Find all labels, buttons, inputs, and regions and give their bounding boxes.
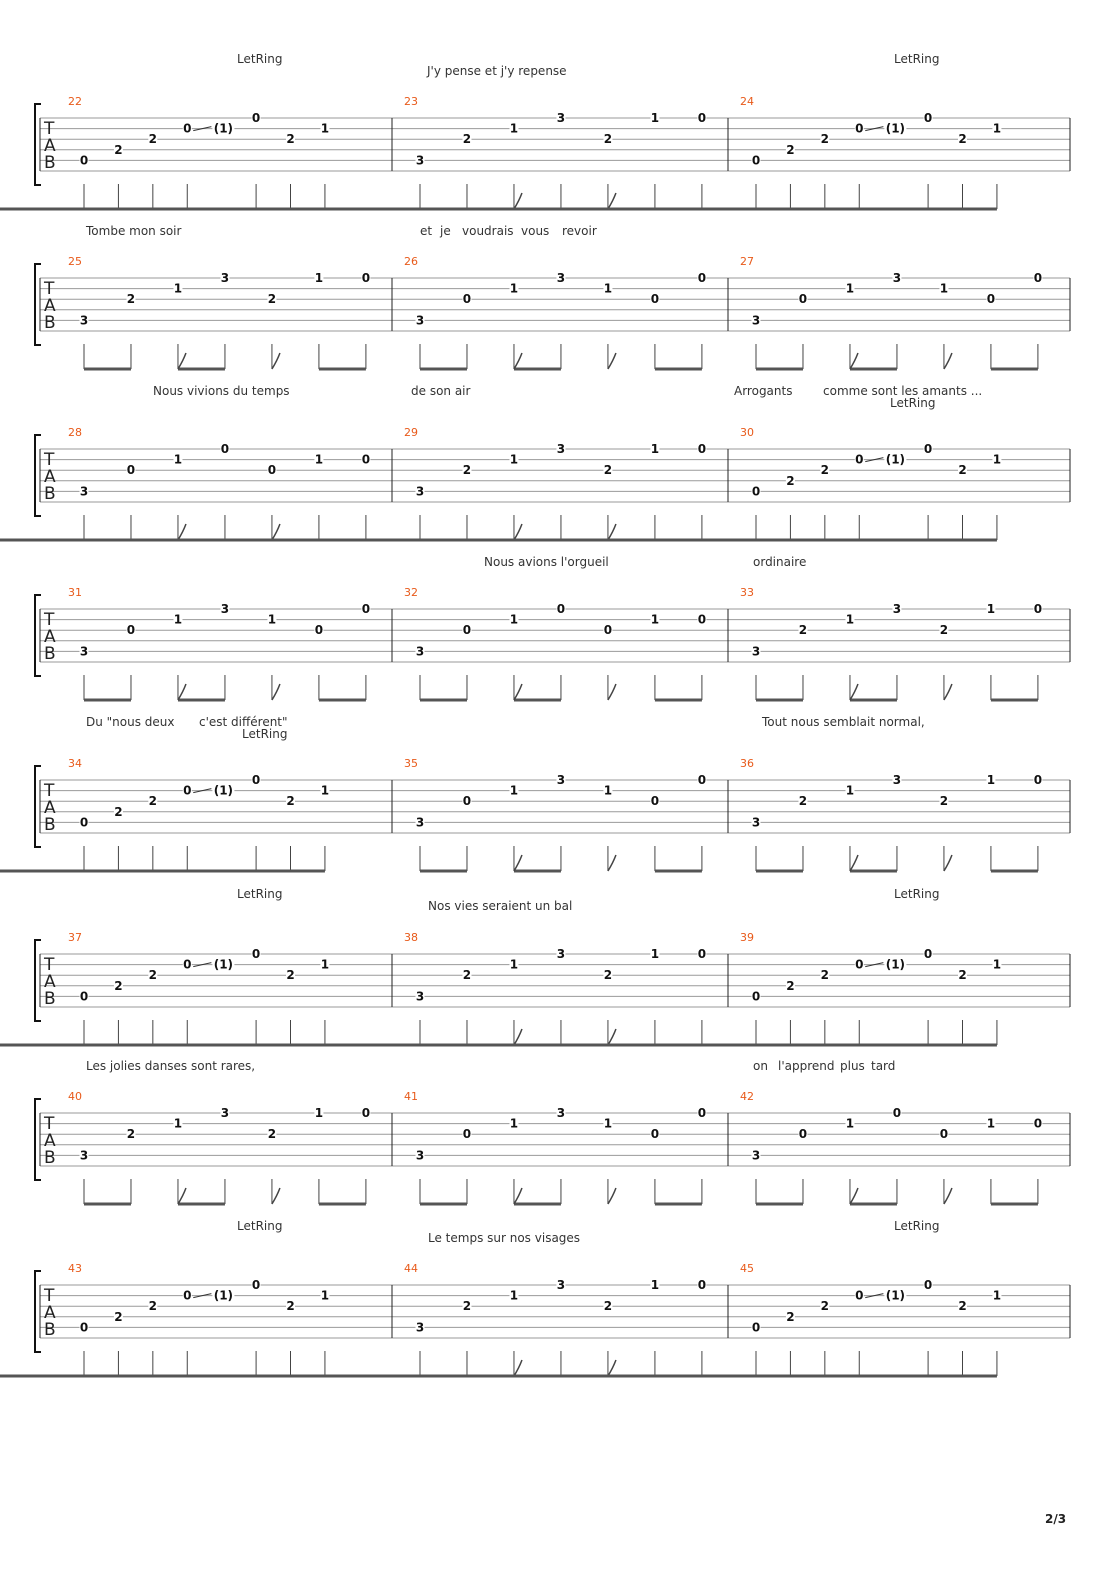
fret-number: 3 bbox=[556, 271, 566, 285]
lyric-text: Arrogants bbox=[734, 384, 793, 398]
fret-number: 3 bbox=[79, 1148, 89, 1163]
measure-number: 42 bbox=[740, 1090, 754, 1103]
lyric-text: ordinaire bbox=[753, 555, 807, 569]
measure-number: 39 bbox=[740, 931, 754, 944]
fret-number: 0 bbox=[855, 957, 864, 972]
fret-number: 2 bbox=[114, 978, 123, 993]
fret-number: 3 bbox=[220, 271, 230, 285]
fret-number: 1 bbox=[992, 957, 1002, 972]
fret-number: 3 bbox=[415, 989, 425, 1004]
fret-number: 1 bbox=[509, 452, 519, 467]
fret-number: 0 bbox=[251, 1278, 261, 1292]
measure-number: 31 bbox=[68, 586, 82, 599]
fret-number: 0 bbox=[1033, 1116, 1043, 1131]
fret-number: 2 bbox=[286, 132, 295, 147]
tab-clef-letter: A bbox=[44, 136, 56, 156]
fret-number: 1 bbox=[173, 452, 183, 467]
fret-number: 0 bbox=[79, 153, 89, 168]
fret-number: 3 bbox=[415, 313, 425, 328]
lyric-text: Du "nous deux bbox=[86, 715, 175, 729]
fret-number: 2 bbox=[820, 463, 830, 478]
lyric-text: de son air bbox=[411, 384, 471, 398]
ghost-fret-number: (1) bbox=[885, 121, 906, 136]
fret-number: 0 bbox=[650, 1127, 660, 1142]
fret-number: 2 bbox=[798, 794, 808, 809]
measure-number: 30 bbox=[740, 426, 754, 439]
fret-number: 0 bbox=[183, 957, 192, 972]
fret-number: 1 bbox=[509, 957, 519, 972]
fret-number: 0 bbox=[183, 121, 192, 136]
tab-clef-letter: T bbox=[44, 955, 55, 975]
fret-number: 0 bbox=[361, 1106, 371, 1120]
measure-number: 35 bbox=[404, 757, 418, 770]
fret-number: 3 bbox=[79, 313, 89, 328]
fret-number: 1 bbox=[845, 1116, 855, 1131]
fret-number: 2 bbox=[603, 463, 613, 478]
fret-number: 1 bbox=[939, 281, 949, 296]
fret-number: 2 bbox=[958, 1299, 967, 1314]
fret-number: 3 bbox=[751, 1148, 761, 1163]
fret-number: 3 bbox=[415, 644, 425, 659]
fret-number: 0 bbox=[126, 463, 136, 478]
lyric-text: Nos vies seraient un bal bbox=[428, 899, 573, 913]
tab-clef-letter: T bbox=[44, 1114, 55, 1134]
measure-number: 36 bbox=[740, 757, 754, 770]
fret-number: 0 bbox=[798, 292, 808, 307]
fret-number: 2 bbox=[939, 623, 949, 638]
let-ring-label: LetRing bbox=[894, 1219, 940, 1233]
tab-clef-letter: A bbox=[44, 1131, 56, 1151]
tab-clef-letter: B bbox=[44, 484, 56, 504]
fret-number: 2 bbox=[820, 132, 830, 147]
measure-number: 41 bbox=[404, 1090, 418, 1103]
fret-number: 0 bbox=[79, 1320, 89, 1335]
fret-number: 3 bbox=[892, 271, 902, 285]
fret-number: 0 bbox=[697, 947, 707, 961]
tab-clef-letter: B bbox=[44, 313, 56, 333]
fret-number: 0 bbox=[923, 442, 933, 456]
tab-clef-letter: A bbox=[44, 296, 56, 316]
lyric-text: Les jolies danses sont rares, bbox=[86, 1059, 256, 1073]
fret-number: 2 bbox=[958, 968, 967, 983]
lyric-text: Tombe mon soir bbox=[86, 224, 182, 238]
fret-number: 0 bbox=[986, 292, 996, 307]
measure-number: 44 bbox=[404, 1262, 418, 1275]
fret-number: 0 bbox=[603, 623, 613, 638]
tab-clef-letter: T bbox=[44, 450, 55, 470]
tab-clef-letter: B bbox=[44, 989, 56, 1009]
fret-number: 0 bbox=[751, 1320, 761, 1335]
fret-number: 2 bbox=[114, 804, 123, 819]
fret-number: 2 bbox=[603, 1299, 613, 1314]
measure-number: 40 bbox=[68, 1090, 82, 1103]
fret-number: 1 bbox=[320, 121, 330, 136]
fret-number: 1 bbox=[267, 612, 277, 627]
fret-number: 2 bbox=[939, 794, 949, 809]
tab-clef-letter: T bbox=[44, 279, 55, 299]
let-ring-label: LetRing bbox=[890, 396, 936, 410]
let-ring-label: LetRing bbox=[237, 52, 283, 66]
ghost-fret-number: (1) bbox=[213, 121, 234, 136]
tab-clef-letter: A bbox=[44, 972, 56, 992]
let-ring-label: LetRing bbox=[242, 727, 288, 741]
fret-number: 0 bbox=[462, 1127, 472, 1142]
fret-number: 0 bbox=[126, 623, 136, 638]
fret-number: 0 bbox=[697, 612, 707, 627]
fret-number: 0 bbox=[314, 623, 324, 638]
lyric-text: Tout nous semblait normal, bbox=[762, 715, 925, 729]
measure-number: 45 bbox=[740, 1262, 754, 1275]
fret-number: 0 bbox=[650, 794, 660, 809]
ghost-fret-number: (1) bbox=[885, 452, 906, 467]
fret-number: 2 bbox=[603, 132, 613, 147]
lyric-text: Nous vivions du temps bbox=[153, 384, 290, 398]
fret-number: 0 bbox=[183, 783, 192, 798]
fret-number: 3 bbox=[556, 1278, 566, 1292]
fret-number: 0 bbox=[79, 815, 89, 830]
fret-number: 0 bbox=[220, 442, 230, 456]
tab-clef-letter: T bbox=[44, 119, 55, 139]
tab-clef-letter: B bbox=[44, 815, 56, 835]
fret-number: 1 bbox=[992, 121, 1002, 136]
ghost-fret-number: (1) bbox=[213, 957, 234, 972]
fret-number: 0 bbox=[697, 1106, 707, 1120]
measure-number: 33 bbox=[740, 586, 754, 599]
fret-number: 2 bbox=[958, 463, 967, 478]
measure-number: 28 bbox=[68, 426, 82, 439]
ghost-fret-number: (1) bbox=[885, 1288, 906, 1303]
fret-number: 2 bbox=[786, 142, 795, 157]
fret-number: 1 bbox=[509, 783, 519, 798]
fret-number: 0 bbox=[251, 947, 261, 961]
fret-number: 0 bbox=[251, 773, 261, 787]
fret-number: 0 bbox=[462, 794, 472, 809]
tab-clef-letter: B bbox=[44, 1148, 56, 1168]
fret-number: 1 bbox=[986, 773, 996, 787]
tab-clef-letter: B bbox=[44, 153, 56, 173]
fret-number: 3 bbox=[415, 484, 425, 499]
lyric-text: tard bbox=[871, 1059, 896, 1073]
fret-number: 2 bbox=[148, 1299, 158, 1314]
fret-number: 2 bbox=[462, 968, 472, 983]
ghost-fret-number: (1) bbox=[885, 957, 906, 972]
fret-number: 0 bbox=[361, 271, 371, 285]
fret-number: 2 bbox=[786, 473, 795, 488]
fret-number: 2 bbox=[286, 794, 295, 809]
lyric-text: vous bbox=[521, 224, 550, 238]
fret-number: 0 bbox=[751, 989, 761, 1004]
measure-number: 43 bbox=[68, 1262, 82, 1275]
tab-clef-letter: T bbox=[44, 1286, 55, 1306]
measure-number: 34 bbox=[68, 757, 82, 770]
tab-clef-letter: A bbox=[44, 627, 56, 647]
fret-number: 0 bbox=[183, 1288, 192, 1303]
let-ring-label: LetRing bbox=[894, 52, 940, 66]
tab-clef-letter: B bbox=[44, 644, 56, 664]
measure-number: 23 bbox=[404, 95, 418, 108]
fret-number: 3 bbox=[892, 602, 902, 616]
measure-number: 24 bbox=[740, 95, 754, 108]
fret-number: 0 bbox=[923, 111, 933, 125]
fret-number: 0 bbox=[462, 292, 472, 307]
tab-clef-letter: A bbox=[44, 1303, 56, 1323]
fret-number: 0 bbox=[79, 989, 89, 1004]
lyric-text: et bbox=[420, 224, 433, 238]
fret-number: 1 bbox=[650, 442, 660, 456]
fret-number: 1 bbox=[650, 1278, 660, 1292]
fret-number: 2 bbox=[786, 1309, 795, 1324]
fret-number: 3 bbox=[556, 773, 566, 787]
fret-number: 0 bbox=[751, 153, 761, 168]
lyric-text: l'apprend bbox=[778, 1059, 835, 1073]
tab-clef-letter: B bbox=[44, 1320, 56, 1340]
lyric-text: je bbox=[440, 224, 451, 238]
fret-number: 1 bbox=[314, 271, 324, 285]
fret-number: 2 bbox=[462, 132, 472, 147]
fret-number: 2 bbox=[286, 1299, 295, 1314]
fret-number: 3 bbox=[556, 947, 566, 961]
fret-number: 0 bbox=[798, 1127, 808, 1142]
fret-number: 0 bbox=[855, 452, 864, 467]
fret-number: 0 bbox=[697, 271, 707, 285]
fret-number: 0 bbox=[855, 121, 864, 136]
lyric-text: plus bbox=[840, 1059, 865, 1073]
ghost-fret-number: (1) bbox=[213, 1288, 234, 1303]
fret-number: 1 bbox=[845, 783, 855, 798]
fret-number: 1 bbox=[509, 612, 519, 627]
fret-number: 1 bbox=[314, 452, 324, 467]
fret-number: 1 bbox=[992, 1288, 1002, 1303]
fret-number: 3 bbox=[79, 484, 89, 499]
fret-number: 3 bbox=[415, 1148, 425, 1163]
fret-number: 2 bbox=[114, 1309, 123, 1324]
lyric-text: comme sont les amants ... bbox=[823, 384, 983, 398]
fret-number: 2 bbox=[462, 1299, 472, 1314]
fret-number: 1 bbox=[509, 121, 519, 136]
fret-number: 0 bbox=[267, 463, 277, 478]
lyric-text: Nous avions l'orgueil bbox=[484, 555, 609, 569]
fret-number: 1 bbox=[650, 947, 660, 961]
measure-number: 26 bbox=[404, 255, 418, 268]
fret-number: 0 bbox=[751, 484, 761, 499]
fret-number: 1 bbox=[173, 1116, 183, 1131]
fret-number: 2 bbox=[286, 968, 295, 983]
fret-number: 3 bbox=[556, 1106, 566, 1120]
fret-number: 2 bbox=[267, 292, 277, 307]
tab-clef-letter: T bbox=[44, 610, 55, 630]
lyric-text: c'est différent" bbox=[199, 715, 288, 729]
fret-number: 0 bbox=[251, 111, 261, 125]
fret-number: 2 bbox=[126, 1127, 136, 1142]
fret-number: 2 bbox=[114, 142, 123, 157]
fret-number: 0 bbox=[361, 452, 371, 467]
fret-number: 2 bbox=[148, 132, 158, 147]
fret-number: 2 bbox=[148, 968, 158, 983]
fret-number: 2 bbox=[267, 1127, 277, 1142]
fret-number: 3 bbox=[751, 313, 761, 328]
fret-number: 0 bbox=[697, 773, 707, 787]
lyric-text: revoir bbox=[562, 224, 597, 238]
fret-number: 3 bbox=[892, 773, 902, 787]
fret-number: 2 bbox=[786, 978, 795, 993]
tab-clef-letter: T bbox=[44, 781, 55, 801]
fret-number: 0 bbox=[697, 1278, 707, 1292]
fret-number: 2 bbox=[462, 463, 472, 478]
fret-number: 0 bbox=[939, 1127, 949, 1142]
measure-number: 38 bbox=[404, 931, 418, 944]
fret-number: 1 bbox=[603, 281, 613, 296]
fret-number: 0 bbox=[923, 947, 933, 961]
fret-number: 0 bbox=[1033, 773, 1043, 787]
fret-number: 1 bbox=[509, 1116, 519, 1131]
measure-number: 37 bbox=[68, 931, 82, 944]
fret-number: 1 bbox=[986, 1116, 996, 1131]
fret-number: 3 bbox=[79, 644, 89, 659]
fret-number: 3 bbox=[415, 815, 425, 830]
fret-number: 0 bbox=[361, 602, 371, 616]
let-ring-label: LetRing bbox=[894, 887, 940, 901]
fret-number: 1 bbox=[603, 783, 613, 798]
measure-number: 22 bbox=[68, 95, 82, 108]
fret-number: 3 bbox=[751, 644, 761, 659]
fret-number: 2 bbox=[603, 968, 613, 983]
fret-number: 1 bbox=[992, 452, 1002, 467]
fret-number: 0 bbox=[1033, 602, 1043, 616]
fret-number: 3 bbox=[220, 602, 230, 616]
fret-number: 0 bbox=[650, 292, 660, 307]
fret-number: 0 bbox=[1033, 271, 1043, 285]
fret-number: 1 bbox=[650, 111, 660, 125]
fret-number: 0 bbox=[923, 1278, 933, 1292]
fret-number: 0 bbox=[462, 623, 472, 638]
fret-number: 2 bbox=[798, 623, 808, 638]
fret-number: 3 bbox=[556, 442, 566, 456]
fret-number: 0 bbox=[892, 1106, 902, 1120]
let-ring-label: LetRing bbox=[237, 887, 283, 901]
fret-number: 0 bbox=[556, 602, 566, 616]
fret-number: 2 bbox=[820, 1299, 830, 1314]
lyric-text: J'y pense et j'y repense bbox=[427, 64, 567, 78]
fret-number: 1 bbox=[603, 1116, 613, 1131]
tab-clef-letter: A bbox=[44, 798, 56, 818]
tab-clef-letter: A bbox=[44, 467, 56, 487]
ghost-fret-number: (1) bbox=[213, 783, 234, 798]
fret-number: 1 bbox=[509, 281, 519, 296]
fret-number: 1 bbox=[320, 957, 330, 972]
fret-number: 1 bbox=[173, 612, 183, 627]
fret-number: 2 bbox=[148, 794, 158, 809]
fret-number: 0 bbox=[855, 1288, 864, 1303]
fret-number: 1 bbox=[986, 602, 996, 616]
fret-number: 1 bbox=[845, 281, 855, 296]
lyric-text: on bbox=[753, 1059, 768, 1073]
lyric-text: Le temps sur nos visages bbox=[428, 1231, 581, 1245]
fret-number: 1 bbox=[509, 1288, 519, 1303]
measure-number: 32 bbox=[404, 586, 418, 599]
measure-number: 27 bbox=[740, 255, 754, 268]
fret-number: 3 bbox=[751, 815, 761, 830]
fret-number: 2 bbox=[126, 292, 136, 307]
fret-number: 1 bbox=[173, 281, 183, 296]
fret-number: 3 bbox=[556, 111, 566, 125]
fret-number: 1 bbox=[320, 1288, 330, 1303]
fret-number: 1 bbox=[845, 612, 855, 627]
fret-number: 0 bbox=[697, 111, 707, 125]
fret-number: 1 bbox=[320, 783, 330, 798]
lyric-text: voudrais bbox=[462, 224, 514, 238]
page-number: 2/3 bbox=[1045, 1512, 1067, 1526]
fret-number: 3 bbox=[415, 153, 425, 168]
measure-number: 25 bbox=[68, 255, 82, 268]
fret-number: 0 bbox=[697, 442, 707, 456]
fret-number: 2 bbox=[958, 132, 967, 147]
measure-number: 29 bbox=[404, 426, 418, 439]
let-ring-label: LetRing bbox=[237, 1219, 283, 1233]
fret-number: 3 bbox=[415, 1320, 425, 1335]
fret-number: 2 bbox=[820, 968, 830, 983]
fret-number: 3 bbox=[220, 1106, 230, 1120]
fret-number: 1 bbox=[650, 612, 660, 627]
fret-number: 1 bbox=[314, 1106, 324, 1120]
